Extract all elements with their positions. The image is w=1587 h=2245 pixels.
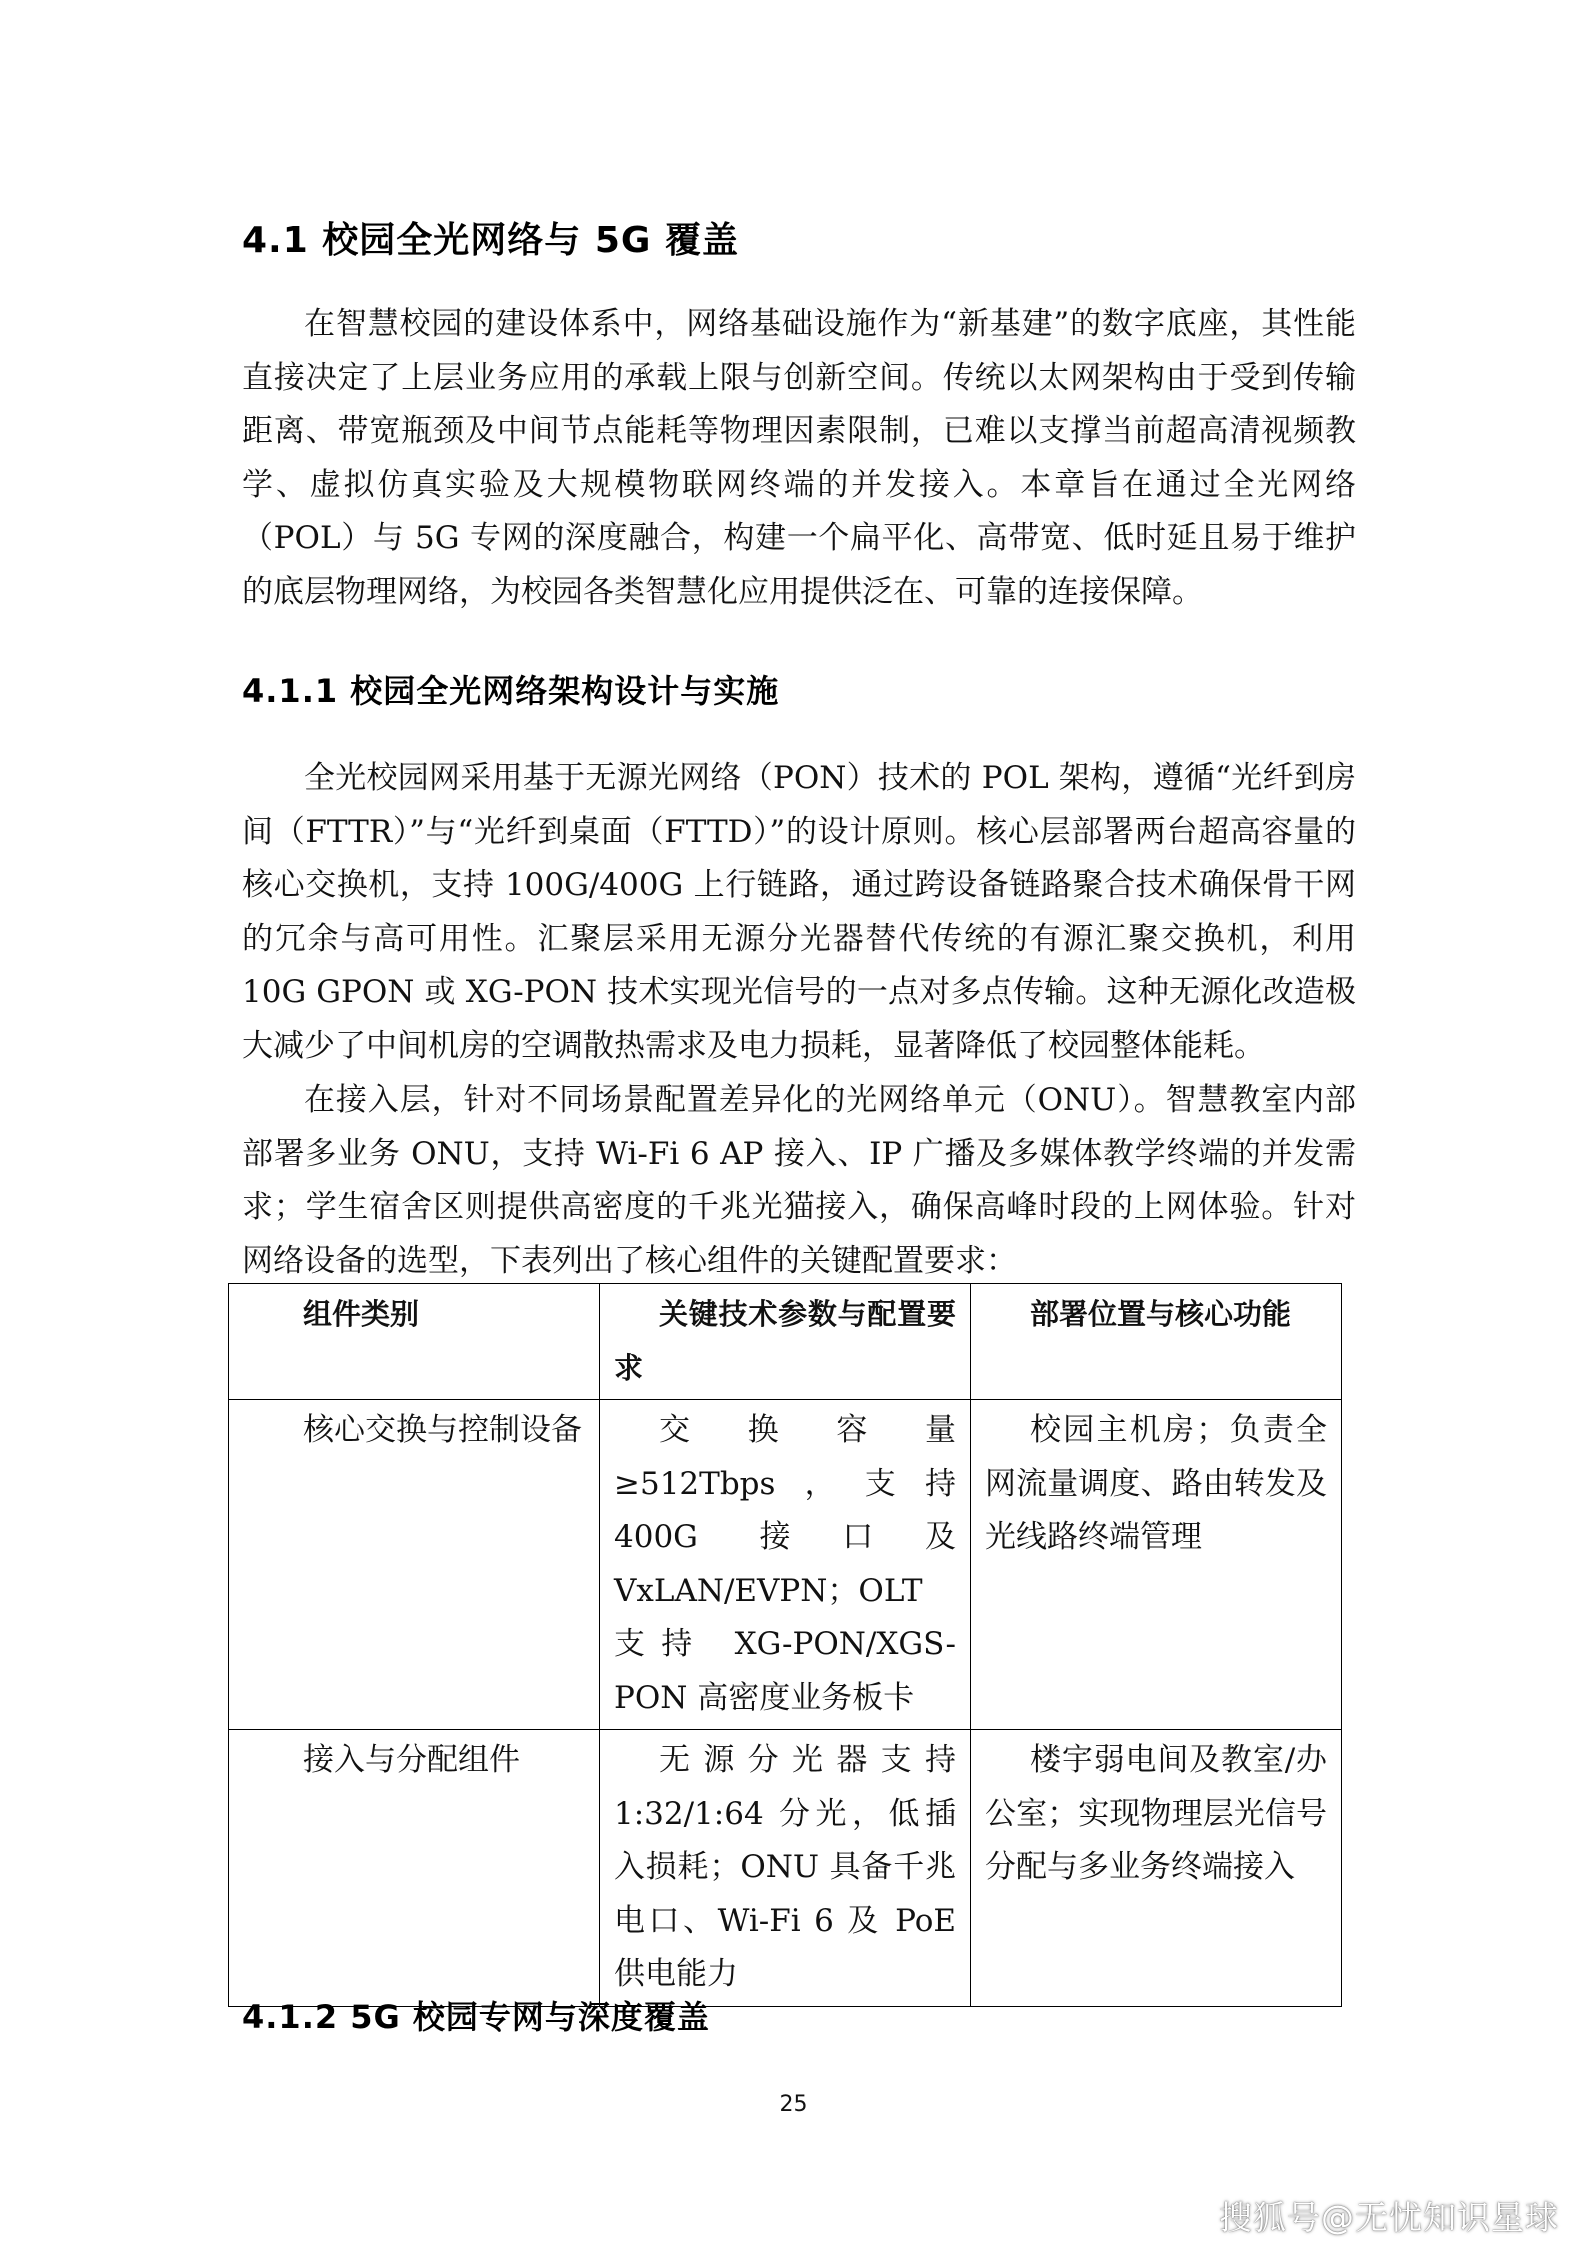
table-header-cell: 部署位置与核心功能 [971, 1284, 1342, 1400]
section-title: 4.1 校园全光网络与 5G 覆盖 [242, 220, 739, 261]
component-spec-table [228, 1283, 1342, 2007]
table-header-cell: 关键技术参数与配置要求 [600, 1284, 971, 1400]
subsection-title-4-1-2: 4.1.2 5G 校园专网与深度覆盖 [242, 1998, 710, 2036]
table-cell: 核心交换与控制设备 [229, 1400, 600, 1730]
architecture-paragraph: 全光校园网采用基于无源光网络（PON）技术的 POL 架构，遵循“光纤到房间（FTTR）”与“光纤到桌面（FTTD）”的设计原则。核心层部署两台超高容量的核心交换机，支持 100G/400G 上行链路，通过跨设备链路聚合技术确保骨干网的冗余与高可用性。汇聚层采用无源分光器替代传统的有源汇聚交换机，利用 10G GPON 或 XG-PON 技术实现光信号的一点对多点传输。这种无源化改造极大减少了中间机房的空调散热需求及电力损耗，显著降低了校园整体能耗。 [242, 760, 1356, 1064]
table-row [229, 1730, 1342, 2007]
subsection-title-4-1-1: 4.1.1 校园全光网络架构设计与实施 [242, 672, 780, 710]
table-header-row [229, 1284, 1342, 1400]
table-row [229, 1400, 1342, 1730]
table-cell: 交换容量≥512Tbps，支持 400G 接口及 VxLAN/EVPN；OLT 支持 XG-PON/XGS-PON 高密度业务板卡 [600, 1400, 971, 1730]
table-cell: 无源分光器支持 1:32/1:64 分光，低插入损耗；ONU 具备千兆电口、Wi-Fi 6 及 PoE 供电能力 [600, 1730, 971, 2007]
access-layer-paragraph: 在接入层，针对不同场景配置差异化的光网络单元（ONU）。智慧教室内部部署多业务 ONU，支持 Wi-Fi 6 AP 接入、IP 广播及多媒体教学终端的并发需求；学生宿舍区则提供高密度的千兆光猫接入，确保高峰时段的上网体验。针对网络设备的选型，下表列出了核心组件的关键配置要求： [242, 1082, 1356, 1279]
table-header-cell: 组件类别 [229, 1284, 600, 1400]
page-number: 25 [779, 2092, 808, 2117]
table-cell: 校园主机房；负责全网流量调度、路由转发及光线路终端管理 [971, 1400, 1342, 1730]
table-cell: 楼宇弱电间及教室/办公室；实现物理层光信号分配与多业务终端接入 [971, 1730, 1342, 2007]
section-intro-paragraph: 在智慧校园的建设体系中，网络基础设施作为“新基建”的数字底座，其性能直接决定了上层业务应用的承载上限与创新空间。传统以太网架构由于受到传输距离、带宽瓶颈及中间节点能耗等物理因素限制，已难以支撑当前超高清视频教学、虚拟仿真实验及大规模物联网终端的并发接入。本章旨在通过全光网络（POL）与 5G 专网的深度融合，构建一个扁平化、高带宽、低时延且易于维护的底层物理网络，为校园各类智慧化应用提供泛在、可靠的连接保障。 [242, 306, 1356, 610]
table-cell: 接入与分配组件 [229, 1730, 600, 2007]
watermark: 搜狐号@无忧知识星球 [1219, 2198, 1559, 2237]
